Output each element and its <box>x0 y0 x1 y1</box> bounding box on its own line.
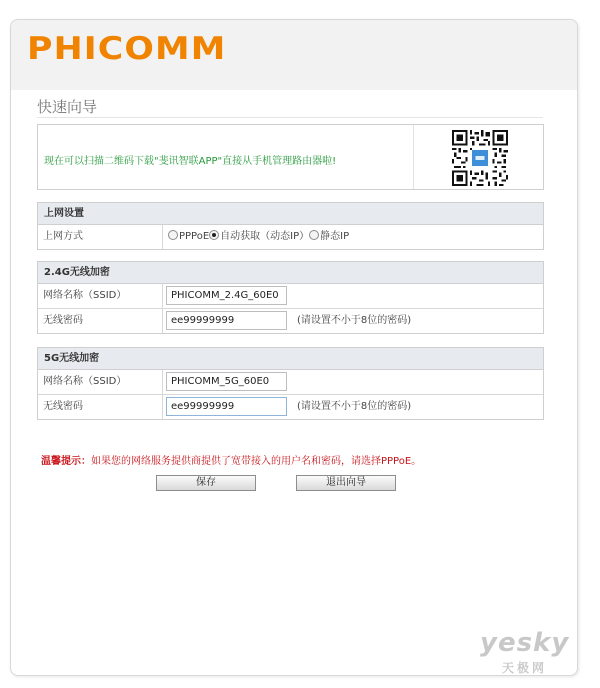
wifi-5g-title: 5G无线加密 <box>38 348 543 370</box>
radio-button-icon[interactable] <box>309 230 319 240</box>
wifi-5g-password-hint: (请设置不小于8位的密码) <box>297 401 412 412</box>
internet-settings-section <box>37 202 544 250</box>
wifi-24g-title: 2.4G无线加密 <box>38 262 543 284</box>
wifi-24g-ssid-input[interactable] <box>166 286 287 305</box>
header-bar <box>11 20 577 90</box>
title-divider <box>37 117 543 118</box>
wifi-24g-password-input[interactable] <box>166 311 287 330</box>
yesky-watermark <box>480 628 592 682</box>
connection-mode-radio-group <box>168 225 349 249</box>
warm-tip-text: 如果您的网络服务提供商提供了宽带接入的用户名和密码，请选择PPPoE。 <box>91 456 422 467</box>
radio-dhcp-label: 自动获取（动态IP） <box>220 231 310 242</box>
radio-static-ip-label: 静态IP <box>320 231 350 242</box>
radio-dhcp[interactable] <box>209 225 309 249</box>
qr-code-icon <box>452 130 508 186</box>
wifi-24g-password-row <box>38 309 543 333</box>
internet-settings-title: 上网设置 <box>38 203 543 225</box>
wifi-5g-ssid-row <box>38 370 543 395</box>
watermark-logo-text: yesky <box>480 628 570 658</box>
connection-mode-row <box>38 225 543 249</box>
page-title: 快速向导 <box>37 98 98 116</box>
wifi-24g-section <box>37 261 544 334</box>
wifi-5g-password-input[interactable] <box>166 397 287 416</box>
notice-divider <box>413 125 414 189</box>
app-notice <box>37 124 544 190</box>
radio-button-checked-icon[interactable] <box>209 230 219 240</box>
wifi-24g-ssid-label: 网络名称（SSID） <box>38 284 163 308</box>
wifi-5g-password-row <box>38 395 543 419</box>
wifi-5g-password-label: 无线密码 <box>38 395 163 419</box>
wifi-5g-ssid-input[interactable] <box>166 372 287 391</box>
radio-static-ip[interactable] <box>309 225 349 249</box>
radio-pppoe[interactable] <box>168 225 209 249</box>
wifi-24g-password-hint: (请设置不小于8位的密码) <box>297 315 412 326</box>
exit-wizard-button[interactable]: 退出向导 <box>296 475 396 491</box>
wifi-5g-section <box>37 347 544 420</box>
warm-tip <box>41 452 421 467</box>
radio-button-icon[interactable] <box>168 230 178 240</box>
wifi-24g-ssid-row <box>38 284 543 309</box>
wifi-5g-ssid-label: 网络名称（SSID） <box>38 370 163 394</box>
watermark-sub-text: 天极网 <box>502 661 548 675</box>
brand-logo: PHICOMM <box>27 31 227 67</box>
connection-mode-label: 上网方式 <box>38 225 163 249</box>
wizard-panel <box>10 19 578 676</box>
save-button[interactable]: 保存 <box>156 475 256 491</box>
app-notice-text: 现在可以扫描二维码下载"斐讯智联APP"直接从手机管理路由器啦! <box>44 156 337 167</box>
warm-tip-label: 温馨提示： <box>41 456 91 467</box>
radio-pppoe-label: PPPoE <box>179 231 210 242</box>
wifi-24g-password-label: 无线密码 <box>38 309 163 333</box>
